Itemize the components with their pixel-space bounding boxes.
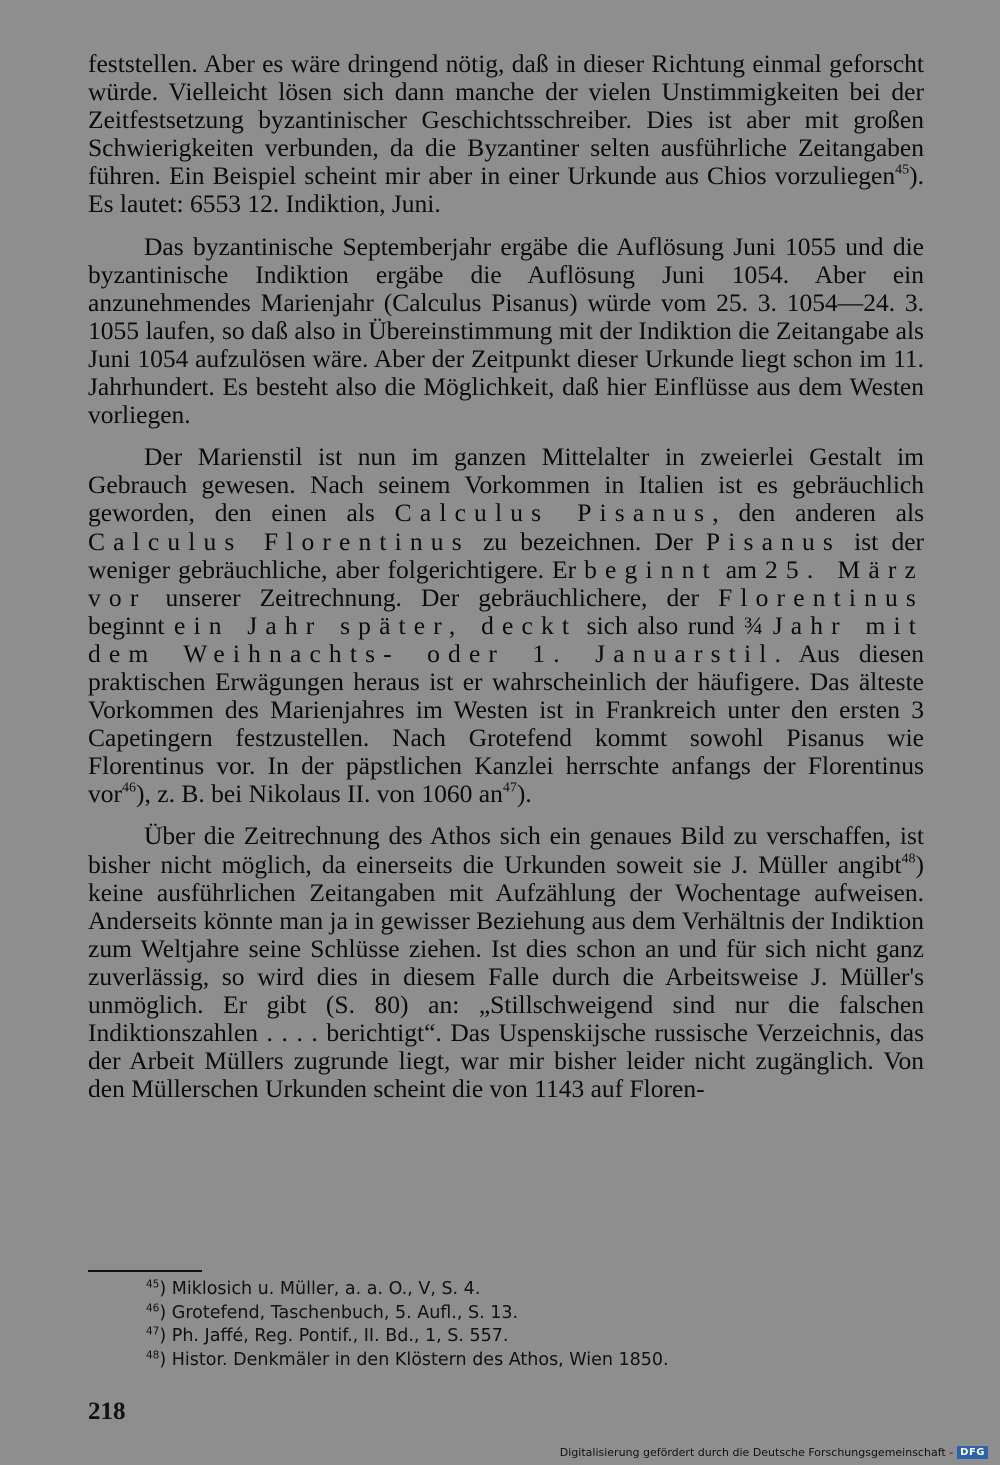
paragraph-4 [88, 822, 924, 1103]
text: feststellen. Aber es wäre dringend nötig, daß in dieser Richtung einmal geforscht würde. Vielleicht lösen sich dann manche der vielen Unstimmigkeiten bei der Zeitfestsetzung byzantinischer Geschichtsschreiber. Dies ist aber mit großen Schwierigkeiten verbunden, da die Byzantiner selten ausführliche Zeitangaben führen. Ein Beispiel scheint mir aber in einer Urkunde aus Chios vorzuliegen [88, 49, 924, 191]
spaced-term: Florentinus [718, 582, 924, 612]
spaced-term: Pisanus [705, 526, 841, 556]
paragraph-1 [88, 50, 924, 219]
footnote-text: ) Grotefend, Taschenbuch, 5. Aufl., S. 13. [159, 1302, 519, 1323]
text: ). Es lautet: 6553 12. Indiktion, Juni. [88, 161, 924, 219]
text: ist der weniger gebräuchliche, aber folgerichtigere. Er [88, 526, 925, 584]
footnote-ref[interactable]: 45 [895, 162, 910, 178]
digitization-credit [560, 1446, 988, 1459]
text: ). [516, 779, 532, 809]
footnote-46 [146, 1302, 906, 1326]
paragraph-3 [88, 443, 924, 808]
text: Der Marienstil ist nun im ganzen Mittelalter in zweierlei Gestalt im Gebrauch gewesen. Nach seinem Vorkommen in Italien ist es gebräuchlich geworden, den einen als [88, 442, 924, 528]
footnote-number: 47 [146, 1325, 160, 1338]
spaced-term: Calculus Florentinus [88, 526, 470, 556]
text: beginnt [88, 610, 174, 640]
footnote-number: 46 [146, 1302, 160, 1315]
spaced-term: beginnt [584, 554, 718, 584]
paragraph-2: Das byzantinische Septemberjahr ergäbe die Auflösung Juni 1055 und die byzantinische Indiktion ergäbe die Auflösung Juni 1054. Aber ein anzunehmendes Marienjahr (Calculus Pisanus) würde vom 25. 3. 1054—24. 3. 1055 laufen, so daß also in Übereinstimmung mit der Indiktion die Zeitangabe als Juni 1054 aufzulösen wäre. Aber der Zeitpunkt dieser Urkunde liegt schon im 11. Jahrhundert. Es besteht also die Möglichkeit, daß hier Einflüsse aus dem Westen vorliegen. [88, 231, 924, 430]
spaced-term: Jahr mit dem Weihnachts- oder 1. Januarstil [88, 610, 924, 668]
text: am [717, 554, 765, 584]
footnote-text: ) Histor. Denkmäler in den Klöstern des Athos, Wien 1850. [159, 1349, 669, 1370]
page-number: 218 [88, 1398, 126, 1425]
footnote-divider [88, 1270, 202, 1272]
spaced-term: ein Jahr später, deckt [174, 610, 578, 640]
credit-text: Digitalisierung gefördert durch die Deutsche Forschungsgemeinschaft - [559, 1446, 954, 1459]
text: , den anderen als [712, 498, 924, 528]
text: ), z. B. bei Nikolaus II. von 1060 an [136, 779, 503, 809]
footnote-48 [146, 1349, 906, 1373]
spaced-term: Calculus Pisanus [394, 498, 713, 528]
footnote-number: 45 [146, 1278, 160, 1291]
page-body [88, 50, 924, 1103]
footnotes [146, 1278, 906, 1372]
footnote-ref[interactable]: 48 [901, 851, 916, 867]
footnote-ref[interactable]: 47 [502, 780, 517, 796]
dfg-logo: DFG [957, 1446, 988, 1459]
footnote-45 [146, 1278, 906, 1302]
text: . Aus diesen praktischen Erwägungen heraus ist er wahrscheinlich der häufigere. Das älteste Vorkommen des Marienjahres im Westen ist in Frankreich unter den ersten 3 Capetingern festzustellen. Nach Grotefend kommt sowohl Pisanus wie Florentinus vor. In der päpstlichen Kanzlei herrschte anfangs der Florentinus vor [88, 638, 924, 809]
spaced-term: 25. März vor [88, 554, 924, 612]
text: sich also rund ¾ [577, 610, 773, 640]
footnote-number: 48 [146, 1349, 160, 1362]
footnote-text: ) Miklosich u. Müller, a. a. O., V, S. 4. [159, 1279, 481, 1299]
text: ) keine ausführlichen Zeitangaben mit Aufzählung der Wochentage aufweisen. Anderseits könnte man ja in gewisser Beziehung aus dem Verhältnis der Indiktion zum Weltjahre seine Schlüsse ziehen. Ist dies schon an und für sich nicht ganz zuverlässig, so wird dies in diesem Falle durch die Arbeitsweise J. Müller's unmöglich. Er gibt (S. 80) an: „Stillschweigend sind nur die falschen Indiktionszahlen . . . . berichtigt“. Das Uspenskijsche russische Verzeichnis, das der Arbeit Müllers zugrunde liegt, war mir bisher leider nicht zugänglich. Von den Müllerschen Urkunden scheint die von 1143 auf Floren- [88, 849, 924, 1104]
footnote-ref[interactable]: 46 [122, 780, 137, 796]
text: Über die Zeitrechnung des Athos sich ein genaues Bild zu verschaffen, ist bisher nicht möglich, da einerseits die Urkunden soweit sie J. Müller angibt [88, 821, 924, 879]
text: zu bezeichnen. Der [469, 526, 706, 556]
footnote-text: ) Ph. Jaffé, Reg. Pontif., II. Bd., 1, S. 557. [159, 1326, 509, 1346]
footnote-47 [146, 1325, 906, 1349]
text: unserer Zeitrechnung. Der gebräuchlichere, der [146, 582, 719, 612]
